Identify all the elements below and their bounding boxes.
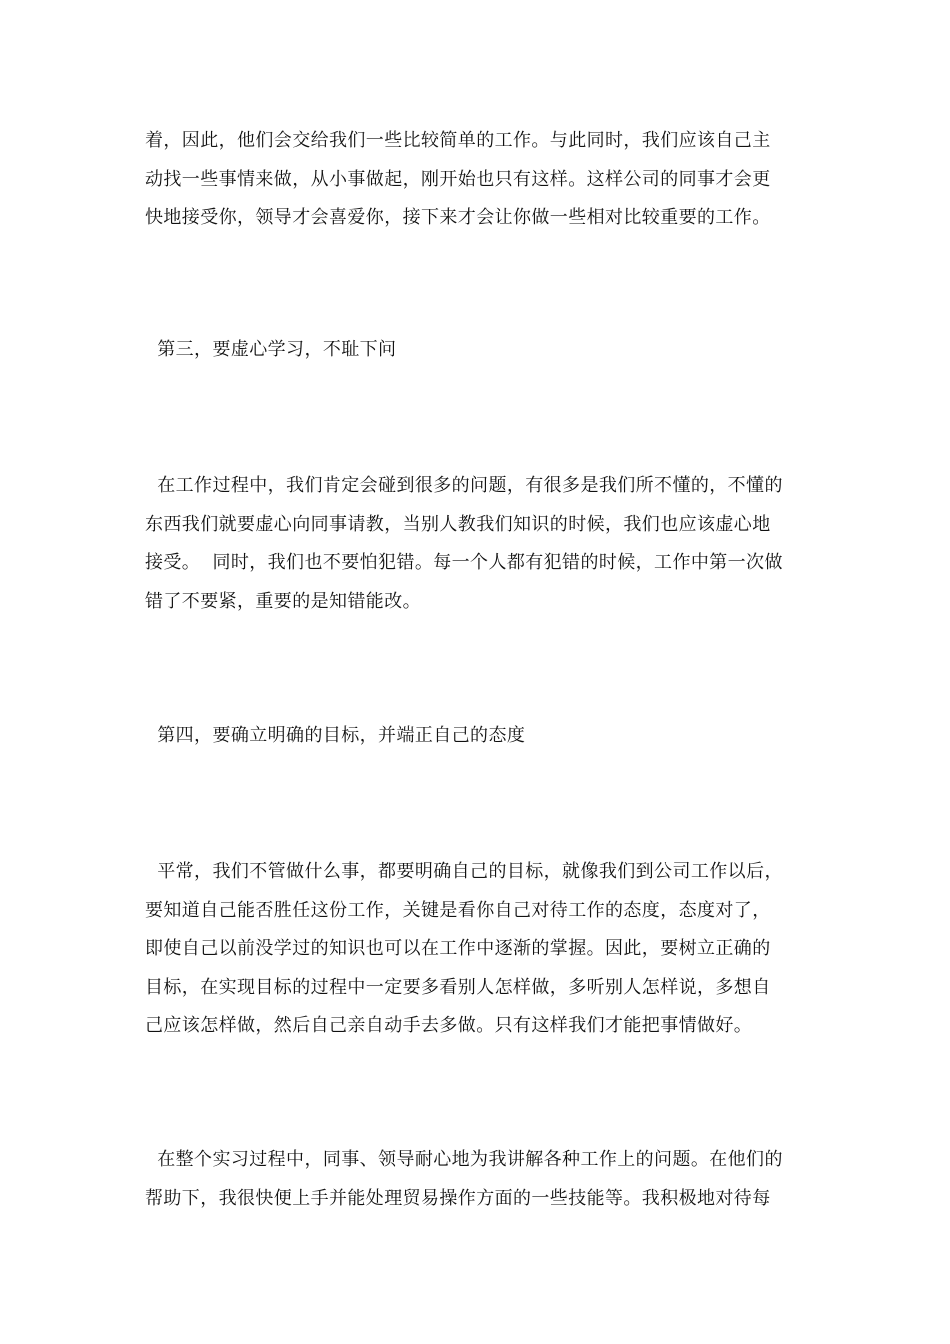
paragraph-humble-learning — [145, 467, 810, 621]
paragraph-clear-goals — [145, 853, 810, 1046]
text-line: 目标，在实现目标的过程中一定要多看别人怎样做，多听别人怎样说，多想自 — [145, 976, 771, 998]
heading-text: 第三，要虚心学习，不耻下问 — [145, 339, 397, 360]
text-line: 快地接受你，领导才会喜爱你，接下来才会让你做一些相对比较重要的工作。 — [145, 207, 771, 228]
heading-fourth-point — [145, 717, 810, 756]
text-line: 要知道自己能否胜任这份工作，关键是看你自己对待工作的态度，态度对了， — [145, 899, 771, 921]
heading-text: 第四，要确立明确的目标，并端正自己的态度 — [145, 725, 526, 746]
text-line: 帮助下，我很快便上手并能处理贸易操作方面的一些技能等。我积极地对待每 — [145, 1187, 771, 1209]
text-line: 东西我们就要虚心向同事请教，当别人教我们知识的时候，我们也应该虚心地 — [145, 513, 771, 535]
heading-third-point — [145, 331, 810, 370]
text-line: 错了不要紧，重要的是知错能改。 — [145, 590, 421, 612]
text-line: 在整个实习过程中，同事、领导耐心地为我讲解各种工作上的问题。在他们的 — [145, 1149, 783, 1170]
text-line: 即使自己以前没学过的知识也可以在工作中逐渐的掌握。因此，要树立正确的 — [145, 938, 771, 959]
paragraph-work-attitude — [145, 122, 810, 238]
text-line: 动找一些事情来做，从小事做起，刚开始也只有这样。这样公司的同事才会更 — [145, 168, 771, 190]
text-line: 在工作过程中，我们肯定会碰到很多的问题，有很多是我们所不懂的，不懂的 — [145, 475, 783, 496]
text-line: 己应该怎样做，然后自己亲自动手去多做。只有这样我们才能把事情做好。 — [145, 1015, 753, 1036]
text-line: 平常，我们不管做什么事，都要明确自己的目标，就像我们到公司工作以后， — [145, 861, 783, 882]
text-line: 接受。 同时，我们也不要怕犯错。每一个人都有犯错的时候，工作中第一次做 — [145, 552, 783, 573]
paragraph-internship-summary — [145, 1141, 810, 1218]
text-line: 着，因此，他们会交给我们一些比较简单的工作。与此同时，我们应该自己主 — [145, 130, 771, 151]
